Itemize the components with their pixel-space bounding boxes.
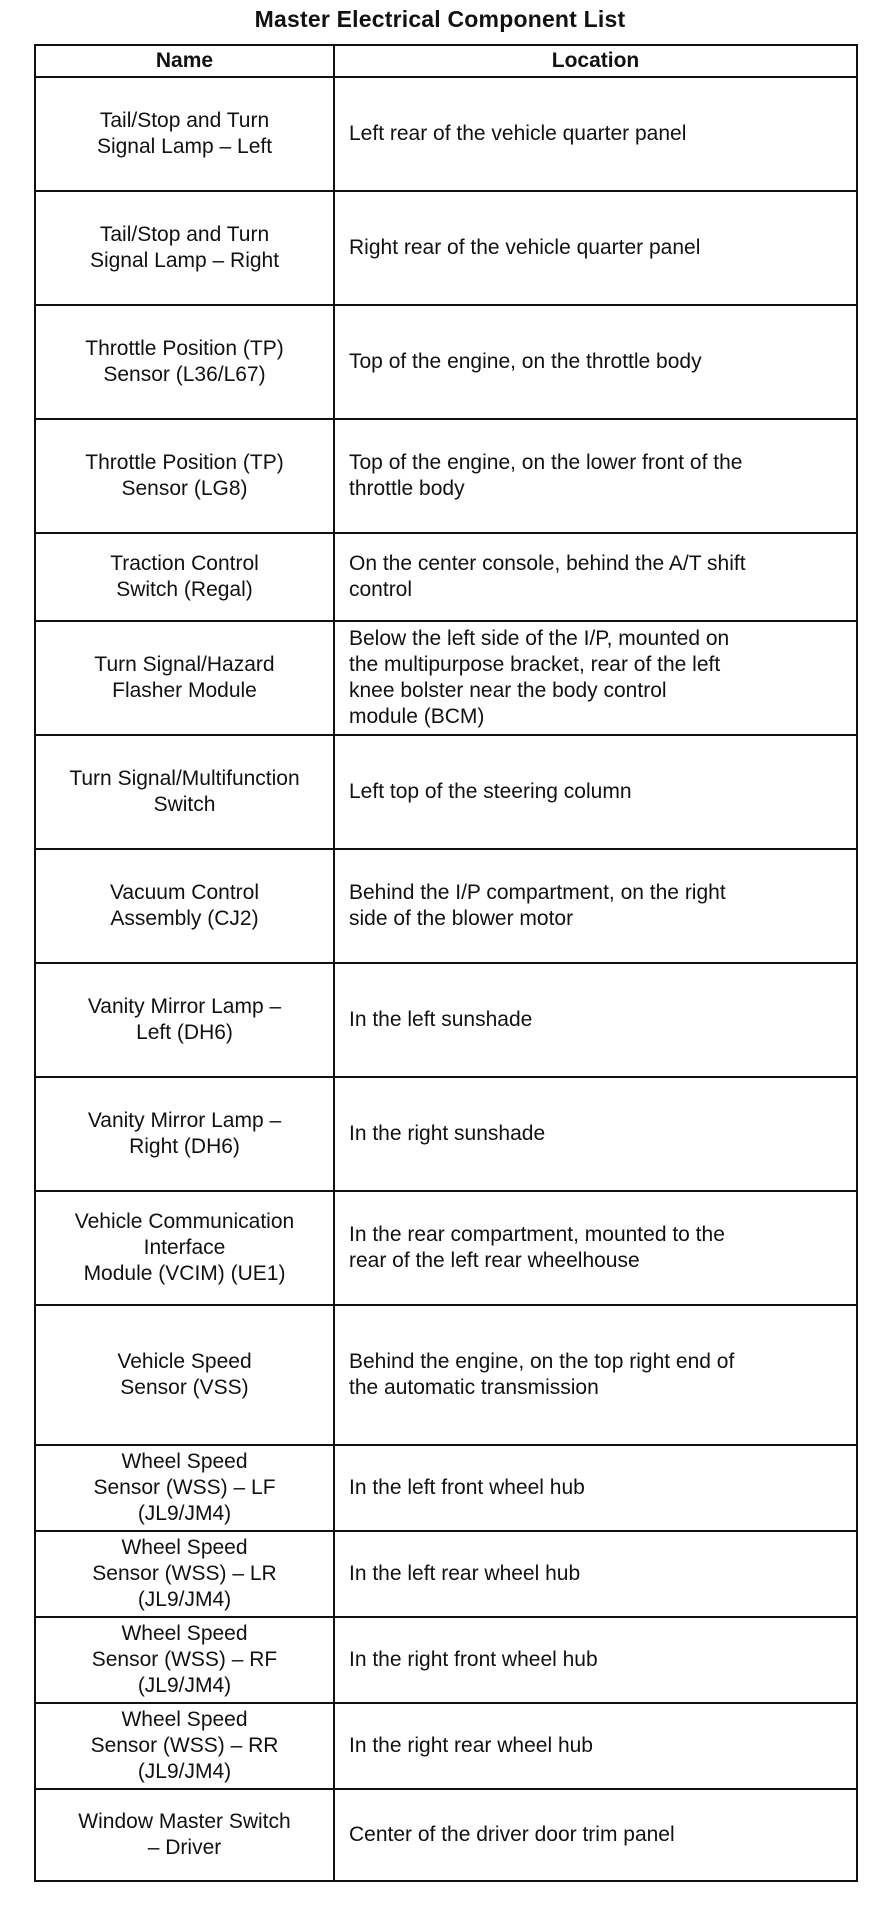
component-location-line: Behind the I/P compartment, on the right — [349, 881, 726, 904]
table-row — [35, 849, 857, 963]
component-name-line: (JL9/JM4) — [137, 1674, 232, 1697]
component-location-line: Below the left side of the I/P, mounted on — [349, 627, 730, 650]
component-name-line: Interface — [143, 1236, 226, 1259]
table-row — [35, 1617, 857, 1703]
component-name-line: Sensor (L36/L67) — [103, 363, 266, 386]
component-location-line: the automatic transmission — [349, 1376, 599, 1399]
component-location-line: side of the blower motor — [349, 907, 574, 930]
component-location-cell — [334, 305, 857, 419]
component-name-line: Wheel Speed — [121, 1536, 248, 1559]
component-name-line: – Driver — [147, 1836, 222, 1859]
component-location-line: Left top of the steering column — [349, 780, 632, 803]
component-name-line: Flasher Module — [112, 679, 257, 702]
component-name-line: Sensor (WSS) – RF — [91, 1648, 278, 1671]
component-location-cell — [334, 963, 857, 1077]
component-name-line: Turn Signal/Hazard — [94, 653, 275, 676]
component-name-line: Wheel Speed — [121, 1450, 248, 1473]
component-location-line: In the right rear wheel hub — [349, 1734, 593, 1757]
component-location-line: the multipurpose bracket, rear of the left — [349, 653, 721, 676]
table-row — [35, 1305, 857, 1445]
table-row — [35, 533, 857, 621]
component-location-line: In the rear compartment, mounted to the — [349, 1223, 725, 1246]
component-location-cell — [334, 735, 857, 849]
component-name-line: Sensor (VSS) — [120, 1376, 249, 1399]
component-location-line: Left rear of the vehicle quarter panel — [349, 122, 687, 145]
component-location-cell — [334, 1445, 857, 1531]
table-body — [35, 77, 857, 1881]
component-name-line: (JL9/JM4) — [137, 1502, 232, 1525]
table-row — [35, 419, 857, 533]
component-location-line: In the left sunshade — [349, 1008, 533, 1031]
component-name-cell — [35, 1789, 334, 1881]
component-location-line: In the left front wheel hub — [349, 1476, 585, 1499]
table-row — [35, 735, 857, 849]
component-location-cell — [334, 1703, 857, 1789]
component-name-line: Vanity Mirror Lamp – — [87, 1109, 282, 1132]
component-name-line: Throttle Position (TP) — [85, 337, 284, 360]
component-location-line: throttle body — [349, 477, 465, 500]
component-name-cell — [35, 621, 334, 735]
component-name-cell — [35, 77, 334, 191]
component-location-line: On the center console, behind the A/T shift — [349, 552, 746, 575]
component-name-cell — [35, 305, 334, 419]
component-name-line: Signal Lamp – Left — [96, 135, 273, 158]
column-header-location: Location — [334, 45, 857, 77]
table-row — [35, 1445, 857, 1531]
component-location-cell — [334, 849, 857, 963]
component-location-line: In the right sunshade — [349, 1122, 546, 1145]
table-header-row — [35, 45, 857, 77]
component-name-cell — [35, 191, 334, 305]
table-row — [35, 1789, 857, 1881]
component-name-cell — [35, 533, 334, 621]
table-row — [35, 1191, 857, 1305]
component-location-line: Behind the engine, on the top right end of — [349, 1350, 735, 1373]
component-location-cell — [334, 1531, 857, 1617]
component-name-line: Traction Control — [110, 552, 259, 575]
component-location-line: module (BCM) — [349, 705, 485, 728]
component-location-line: In the left rear wheel hub — [349, 1562, 581, 1585]
component-location-cell — [334, 1789, 857, 1881]
component-name-cell — [35, 1531, 334, 1617]
component-name-cell — [35, 735, 334, 849]
table-row — [35, 77, 857, 191]
component-name-cell — [35, 1077, 334, 1191]
component-name-line: Sensor (WSS) – LF — [93, 1476, 276, 1499]
component-location-line: control — [349, 578, 413, 601]
component-name-line: Wheel Speed — [121, 1622, 248, 1645]
component-table — [34, 44, 858, 1882]
component-name-line: Tail/Stop and Turn — [99, 109, 270, 132]
component-location-line: Top of the engine, on the throttle body — [349, 350, 702, 373]
component-location-line: knee bolster near the body control — [349, 679, 667, 702]
component-location-cell — [334, 191, 857, 305]
component-name-line: Sensor (LG8) — [121, 477, 248, 500]
component-name-line: Throttle Position (TP) — [85, 451, 284, 474]
table-row — [35, 621, 857, 735]
component-name-line: Right (DH6) — [129, 1135, 240, 1158]
component-name-line: Vehicle Communication — [74, 1210, 295, 1233]
component-name-line: Switch — [153, 793, 216, 816]
component-name-cell — [35, 419, 334, 533]
component-name-line: Wheel Speed — [121, 1708, 248, 1731]
table-row — [35, 1703, 857, 1789]
component-location-cell — [334, 1191, 857, 1305]
table-row — [35, 1077, 857, 1191]
component-name-line: Vacuum Control — [109, 881, 259, 904]
component-name-line: (JL9/JM4) — [137, 1588, 232, 1611]
component-name-line: (JL9/JM4) — [137, 1760, 232, 1783]
component-name-line: Vanity Mirror Lamp – — [87, 995, 282, 1018]
table-row — [35, 1531, 857, 1617]
table-row — [35, 963, 857, 1077]
table-row — [35, 191, 857, 305]
component-location-cell — [334, 1305, 857, 1445]
component-location-line: Center of the driver door trim panel — [349, 1823, 675, 1846]
component-location-cell — [334, 419, 857, 533]
component-name-line: Left (DH6) — [136, 1021, 233, 1044]
component-name-cell — [35, 1703, 334, 1789]
component-name-line: Module (VCIM) (UE1) — [83, 1262, 286, 1285]
component-location-cell — [334, 533, 857, 621]
component-location-cell — [334, 1077, 857, 1191]
component-name-cell — [35, 1305, 334, 1445]
component-location-cell — [334, 77, 857, 191]
table-row — [35, 305, 857, 419]
component-location-line: rear of the left rear wheelhouse — [349, 1249, 640, 1272]
component-location-line: Top of the engine, on the lower front of the — [349, 451, 743, 474]
component-name-line: Sensor (WSS) – LR — [92, 1562, 277, 1585]
component-name-cell — [35, 963, 334, 1077]
component-name-cell — [35, 1445, 334, 1531]
component-location-line: In the right front wheel hub — [349, 1648, 598, 1671]
component-name-line: Window Master Switch — [78, 1810, 291, 1833]
component-name-line: Assembly (CJ2) — [110, 907, 259, 930]
component-name-line: Signal Lamp – Right — [89, 249, 280, 272]
page-title: Master Electrical Component List — [254, 6, 626, 32]
component-name-cell — [35, 1191, 334, 1305]
component-location-cell — [334, 621, 857, 735]
component-location-line: Right rear of the vehicle quarter panel — [349, 236, 701, 259]
component-name-line: Vehicle Speed — [117, 1350, 252, 1373]
component-name-line: Turn Signal/Multifunction — [69, 767, 300, 790]
component-name-line: Sensor (WSS) – RR — [90, 1734, 279, 1757]
component-name-line: Switch (Regal) — [116, 578, 253, 601]
component-name-cell — [35, 849, 334, 963]
component-location-cell — [334, 1617, 857, 1703]
component-name-line: Tail/Stop and Turn — [99, 223, 270, 246]
component-name-cell — [35, 1617, 334, 1703]
column-header-name: Name — [35, 45, 334, 77]
